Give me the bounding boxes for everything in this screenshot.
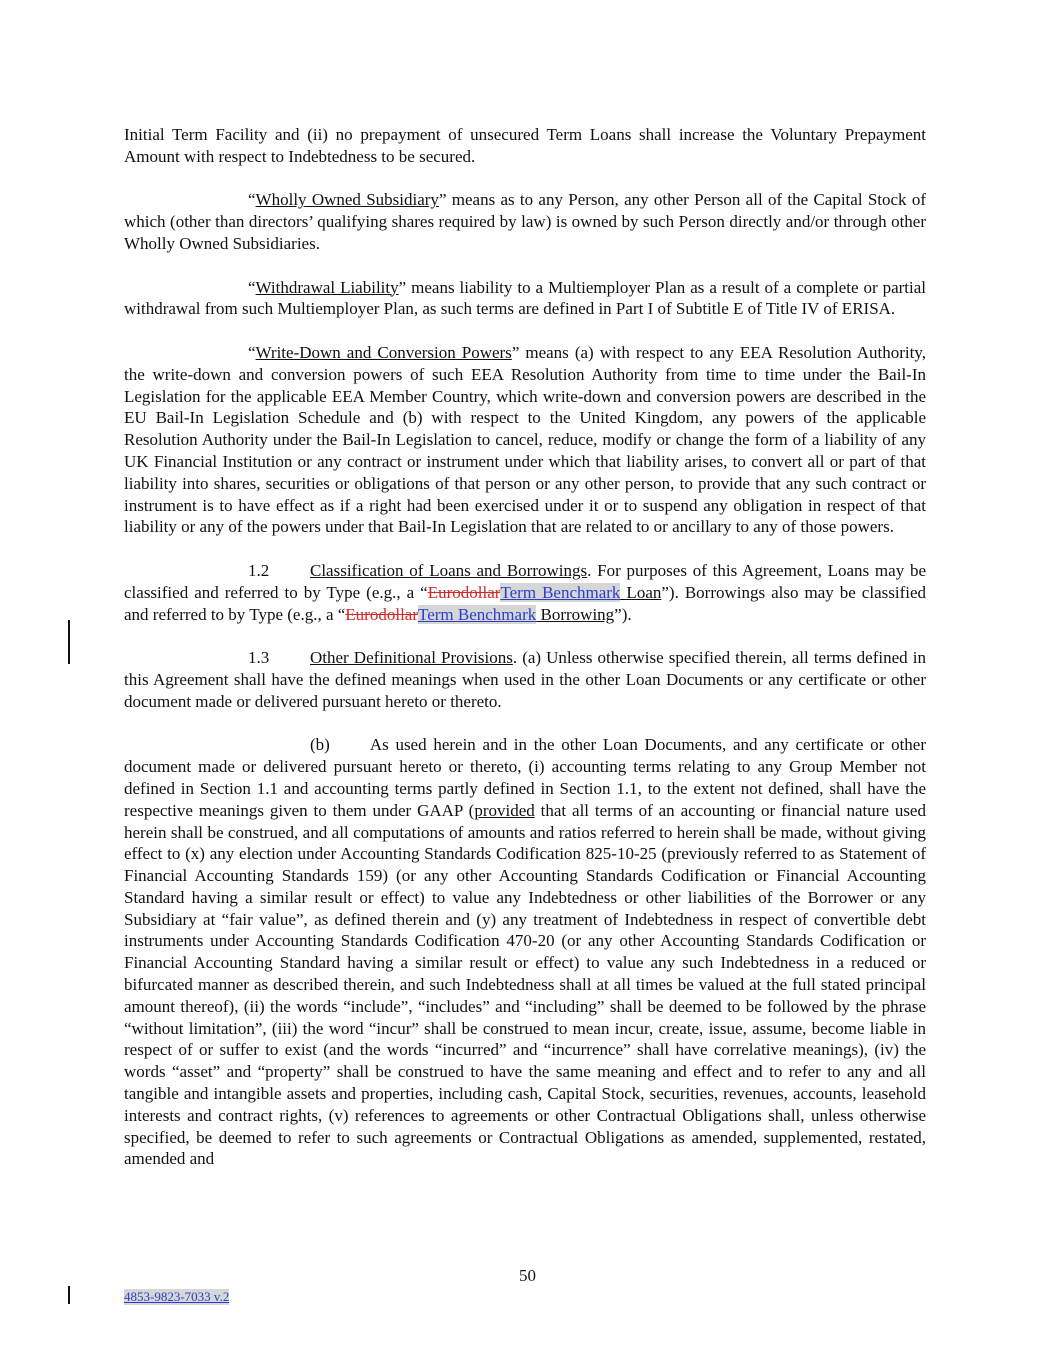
definition-withdrawal-liability <box>124 277 926 321</box>
definition-text: ” means liability to a Multiemployer Plan as a result of a complete or partial withdrawal from such Multiemployer Plan, as such terms are defined in Part I of Subtitle E of Title IV of ERISA. <box>124 277 927 319</box>
page-number: 50 <box>519 1266 536 1285</box>
section-1-2 <box>124 560 926 625</box>
section-heading: Classification of Loans and Borrowings <box>310 560 588 580</box>
deleted-text: Eurodollar <box>427 582 501 602</box>
document-body <box>124 124 926 1192</box>
change-bar <box>68 1286 70 1304</box>
section-1-3 <box>124 647 926 712</box>
change-bar <box>68 620 70 664</box>
section-text: ”). <box>614 604 632 624</box>
definition-text: ” means as to any Person, any other Person all of the Capital Stock of which (other than directors’ qualifying shares required by law) is owned by such Person directly and/or through other Wholly Owned Subsidiaries. <box>124 190 926 253</box>
paragraph-text: Initial Term Facility and (ii) no prepayment of unsecured Term Loans shall increase the Voluntary Prepayment Amount with respect to Indebtedness to be secured. <box>124 125 926 166</box>
deleted-text: Eurodollar <box>345 604 418 624</box>
open-quote: “ <box>248 277 256 297</box>
continuation-paragraph <box>124 124 926 168</box>
defined-term: Withdrawal Liability <box>255 277 399 297</box>
clause-text: that all terms of an accounting or financial nature used herein shall be construed, and all computations of amounts and ratios referred to herein shall be made, without giving effect to (x) any election under Accounting Standards Codification 825-10-25 (previously referred to as Statement of Financial Accounting Standards 159) (or any other Accounting Standards Codification or Financial Accounting Standard having a similar result or effect) to value any Indebtedness or other liabilities of the Borrower or any Subsidiary at “fair value”, as defined therein and (y) any treatment of Indebtedness in respect of convertible debt instruments under Accounting Standards Codification 470-20 (or any other Accounting Standards Codification or Financial Accounting Standard having a similar result or effect) to value any such Indebtedness in a reduced or bifurcated manner as described therein, and such Indebtedness shall at all times be valued at the full stated principal amount thereof), (ii) the words “include”, “includes” and “including” shall be deemed to be followed by the phrase “without limitation”, (iii) the word “incur” shall be construed to mean incur, create, issue, assume, become liable in respect of or suffer to exist (and the words “incurred” and “incurrence” shall have correlative meanings), (iv) the words “asset” and “property” shall be construed to have the same meaning and effect and to refer to any and all tangible and intangible assets and properties, including cash, Capital Stock, securities, revenues, accounts, leasehold interests and contract rights, (v) references to agreements or other Contractual Obligations shall, unless otherwise specified, be deemed to refer to such agreements or Contractual Obligations as amended, supplemented, restated, amended and <box>124 800 926 1169</box>
section-1-3-b <box>124 734 926 1170</box>
clause-text: As used herein and in the other Loan Documents, and any certificate or other document made or delivered pursuant hereto or thereto, (i) accounting terms relating to any Group Member not defined in Section 1.1 and accounting terms partly defined in Section 1.1, to the extent not defined, shall have the respective meanings given to them under GAAP ( <box>124 735 926 820</box>
open-quote: “ <box>248 190 256 210</box>
definition-write-down-powers <box>124 342 926 538</box>
section-text: . For purposes of this Agreement, Loans may be classified and referred to by Type (e.g., a “ <box>124 560 927 602</box>
defined-term: Wholly Owned Subsidiary <box>255 190 439 210</box>
section-text: . (a) Unless otherwise specified therein, all terms defined in this Agreement shall have the defined meanings when used in the other Loan Documents or any certificate or other document made or delivered pursuant hereto or thereto. <box>124 648 926 711</box>
document-id: 4853-9823-7033 v.2 <box>124 1289 230 1304</box>
definition-text: ” means (a) with respect to any EEA Resolution Authority, the write-down and conversion powers of such EEA Resolution Authority from time to time under the Bail-In Legislation for the applicable EEA Member Country, which write-down and conversion powers are described in the EU Bail-In Legislation Schedule and (b) with respect to the United Kingdom, any powers of the applicable Resolution Authority under the Bail-In Legislation to cancel, reduce, modify or change the form of a liability of any UK Financial Institution or any contract or instrument under which that liability arises, to convert all or part of that liability into shares, securities or obligations of that person or any other person, to provide that any such contract or instrument is to have effect as if a right had been exercised under it or to suspend any obligation in respect of that liability or any of the powers under that Bail-In Legislation that are related to or ancillary to any of those powers. <box>124 342 926 537</box>
defined-term: Write-Down and Conversion Powers <box>255 342 512 362</box>
inserted-text: Term Benchmark <box>500 582 621 602</box>
definition-wholly-owned-subsidiary <box>124 189 926 254</box>
inserted-text: Term Benchmark <box>418 604 537 624</box>
section-number: 1.3 <box>248 648 270 668</box>
section-number: 1.2 <box>248 560 270 580</box>
section-heading: Other Definitional Provisions <box>310 648 513 668</box>
underlined-text: Borrowing <box>536 604 615 624</box>
provided-term: provided <box>474 800 535 820</box>
section-text: ”). Borrowings also may be classified and referred to by Type (e.g., a “ <box>124 582 926 624</box>
clause-label: (b) <box>310 735 330 755</box>
open-quote: “ <box>248 342 256 362</box>
underlined-text: Loan <box>620 582 662 602</box>
